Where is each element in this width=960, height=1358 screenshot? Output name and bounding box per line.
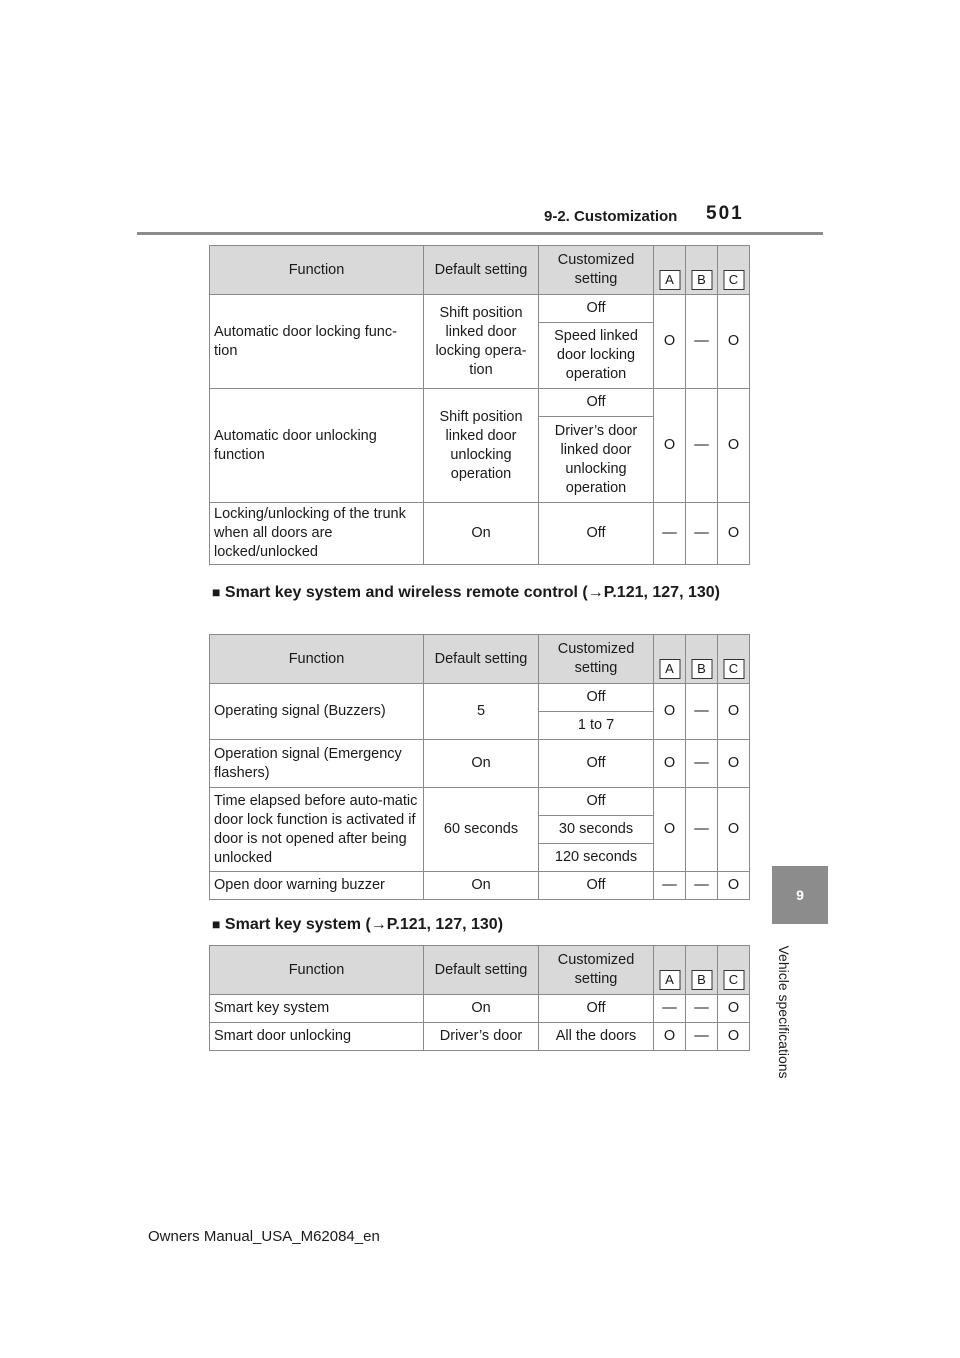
default-cell: On [424,995,539,1023]
function-cell: Operating signal (Buzzers) [210,684,424,740]
header-divider [137,232,823,235]
column-a-header: A [654,635,686,684]
table-header-row [210,635,750,684]
c-cell: O [718,872,750,900]
b-cell: — [686,389,718,503]
custom-cell: Off [539,872,654,900]
page-number: 501 [706,203,744,224]
column-c-header: C [718,246,750,295]
b-cell: — [686,295,718,389]
c-cell: O [718,389,750,503]
manual-footer: Owners Manual_USA_M62084_en [148,1228,380,1245]
a-cell: — [654,503,686,565]
function-cell: Locking/unlocking of the trunk when all doors are locked/unlocked [210,503,424,565]
default-setting-header: Default setting [424,635,539,684]
default-cell: 60 seconds [424,788,539,872]
a-cell: — [654,995,686,1023]
b-cell: — [686,503,718,565]
column-c-header: C [718,635,750,684]
section-title-text: Smart key system and wireless remote control (→P.121, 127, 130) [224,584,720,601]
custom-cell: All the doors [539,1023,654,1051]
a-cell: O [654,1023,686,1051]
table-row [210,788,750,816]
smart-key-settings-table [209,945,750,1051]
c-cell: O [718,788,750,872]
default-cell: Shift position linked door locking opera-tion [424,295,539,389]
custom-cell: Off [539,995,654,1023]
custom-cell: Speed linked door locking operation [539,323,654,389]
custom-cell: Off [539,295,654,323]
table-row [210,995,750,1023]
column-a-header: A [654,946,686,995]
function-header: Function [210,946,424,995]
function-header: Function [210,246,424,295]
b-cell: — [686,872,718,900]
b-cell: — [686,1023,718,1051]
smart-key-remote-settings-table [209,634,750,900]
custom-cell: Off [539,740,654,788]
function-header: Function [210,635,424,684]
default-cell: On [424,872,539,900]
custom-cell: Off [539,389,654,417]
table-row [210,684,750,712]
custom-cell: 1 to 7 [539,712,654,740]
c-cell: O [718,740,750,788]
column-b-header: B [686,246,718,295]
a-cell: O [654,389,686,503]
function-cell: Open door warning buzzer [210,872,424,900]
custom-cell: 120 seconds [539,844,654,872]
function-cell: Operation signal (Emergency flashers) [210,740,424,788]
customized-setting-header: Customized setting [539,635,654,684]
b-cell: — [686,740,718,788]
function-cell: Automatic door unlocking function [210,389,424,503]
custom-cell: Off [539,503,654,565]
square-bullet-icon: ■ [212,584,221,600]
b-cell: — [686,684,718,740]
table-row [210,740,750,788]
a-cell: O [654,295,686,389]
custom-cell: Off [539,684,654,712]
default-setting-header: Default setting [424,946,539,995]
table-header-row [210,246,750,295]
c-cell: O [718,295,750,389]
customized-setting-header: Customized setting [539,246,654,295]
default-cell: On [424,503,539,565]
b-cell: — [686,995,718,1023]
c-cell: O [718,995,750,1023]
column-c-header: C [718,946,750,995]
table-row [210,1023,750,1051]
door-lock-settings-table [209,245,750,565]
a-cell: O [654,740,686,788]
c-cell: O [718,684,750,740]
function-cell: Smart door unlocking [210,1023,424,1051]
column-b-header: B [686,946,718,995]
a-cell: — [654,872,686,900]
custom-cell: Driver’s door linked door unlocking operation [539,417,654,503]
custom-cell: 30 seconds [539,816,654,844]
column-b-header: B [686,635,718,684]
c-cell: O [718,503,750,565]
column-a-header: A [654,246,686,295]
a-cell: O [654,788,686,872]
table-row [210,503,750,565]
c-cell: O [718,1023,750,1051]
square-bullet-icon: ■ [212,916,221,932]
custom-cell: Off [539,788,654,816]
customized-setting-header: Customized setting [539,946,654,995]
default-setting-header: Default setting [424,246,539,295]
table-header-row [210,946,750,995]
default-cell: Shift position linked door unlocking operation [424,389,539,503]
section-title-smart-key-remote [212,580,752,605]
default-cell: 5 [424,684,539,740]
function-cell: Smart key system [210,995,424,1023]
default-cell: Driver’s door [424,1023,539,1051]
section-heading: 9-2. Customization [544,208,678,225]
section-title-text: Smart key system (→P.121, 127, 130) [224,916,504,933]
function-cell: Automatic door locking func-tion [210,295,424,389]
table-row [210,389,750,417]
section-title-smart-key [212,912,503,937]
b-cell: — [686,788,718,872]
function-cell: Time elapsed before auto-matic door lock function is activated if door is not opened after being unlocked [210,788,424,872]
chapter-label: Vehicle specifications [776,945,792,1079]
table-row [210,872,750,900]
table-row [210,295,750,323]
chapter-tab: 9 [772,866,828,924]
a-cell: O [654,684,686,740]
default-cell: On [424,740,539,788]
